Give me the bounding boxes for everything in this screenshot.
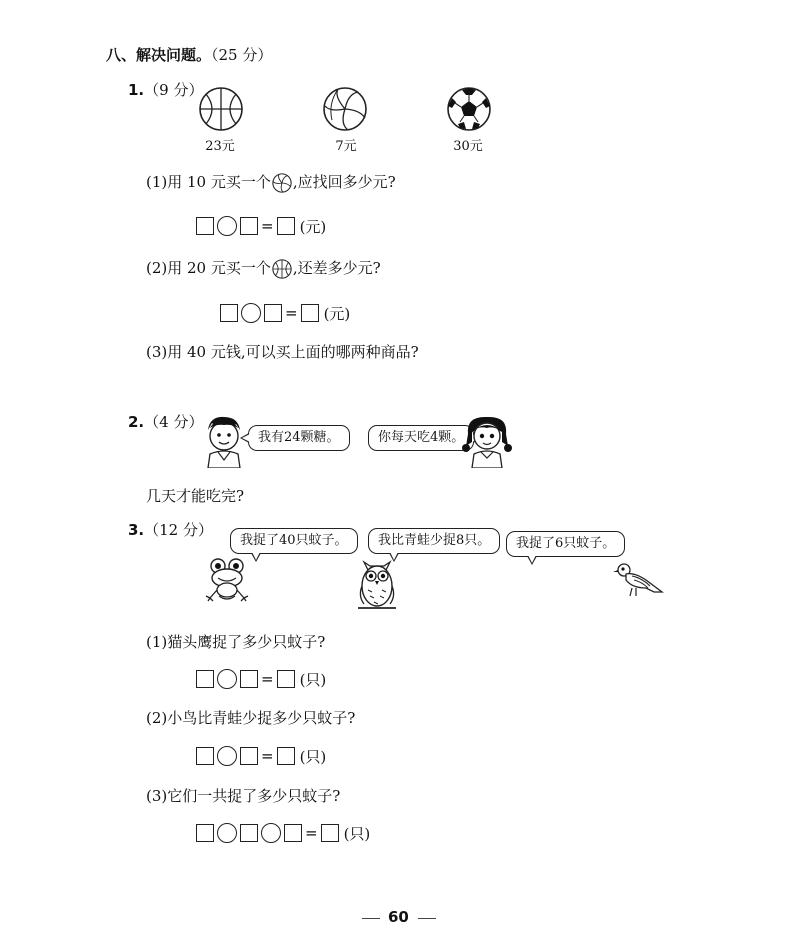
- q3-sub3-text: (3)它们一共捉了多少只蚊子?: [146, 787, 341, 805]
- page-number: 60: [388, 908, 409, 926]
- question-3-header: 3.（12 分）: [128, 521, 213, 539]
- answer-box[interactable]: [301, 304, 319, 322]
- operator-circle[interactable]: [217, 669, 237, 689]
- volleyball-icon: [272, 173, 292, 193]
- footer-dash-left: [362, 918, 380, 919]
- q1-sub3-text: (3)用 40 元钱,可以买上面的哪两种商品?: [146, 343, 419, 361]
- answer-box[interactable]: [277, 747, 295, 765]
- operator-circle[interactable]: [261, 823, 281, 843]
- answer-box[interactable]: [321, 824, 339, 842]
- unit-label: (元): [299, 217, 327, 236]
- answer-box[interactable]: [196, 670, 214, 688]
- girl-icon: [462, 414, 512, 468]
- bird-speech-bubble: 我捉了6只蚊子。: [506, 531, 625, 557]
- answer-box[interactable]: [240, 747, 258, 765]
- q1-sub2-text: (2)用 20 元买一个 ,还差多少元?: [146, 259, 381, 277]
- girl-speech-bubble: 你每天吃4颗。: [368, 425, 474, 451]
- footer-dash-right: [418, 918, 436, 919]
- volleyball-icon: [322, 86, 368, 132]
- operator-circle[interactable]: [241, 303, 261, 323]
- owl-icon: [354, 556, 400, 610]
- basketball-icon: [198, 86, 244, 132]
- q1-sub1-text: (1)用 10 元买一个 ,应找回多少元?: [146, 173, 396, 191]
- volleyball-price: 7元: [335, 139, 357, 154]
- equals-sign: =: [305, 824, 318, 842]
- soccer-ball-icon: [446, 86, 492, 132]
- q1-sub2-equation: [220, 302, 350, 324]
- answer-box[interactable]: [277, 217, 295, 235]
- q3-sub1-equation: [196, 668, 326, 690]
- answer-box[interactable]: [277, 670, 295, 688]
- q3-sub3-equation: [196, 822, 370, 844]
- operator-circle[interactable]: [217, 746, 237, 766]
- soccer-ball-price: 30元: [453, 139, 483, 154]
- boy-speech-bubble: 我有24颗糖。: [248, 425, 350, 451]
- section-title: 八、解决问题。（25 分）: [106, 46, 273, 64]
- answer-box[interactable]: [196, 747, 214, 765]
- question-2-header: 2.（4 分）: [128, 413, 204, 431]
- q3-sub1-text: (1)猫头鹰捉了多少只蚊子?: [146, 633, 326, 651]
- question-1-header: 1.（9 分）: [128, 81, 204, 99]
- answer-box[interactable]: [240, 824, 258, 842]
- equals-sign: =: [261, 217, 274, 235]
- q3-sub2-text: (2)小鸟比青蛙少捉多少只蚊子?: [146, 709, 356, 727]
- unit-label: (只): [299, 747, 327, 766]
- equals-sign: =: [261, 670, 274, 688]
- answer-box[interactable]: [240, 670, 258, 688]
- equals-sign: =: [261, 747, 274, 765]
- q2-question: 几天才能吃完?: [146, 487, 245, 505]
- answer-box[interactable]: [220, 304, 238, 322]
- unit-label: (只): [343, 824, 371, 843]
- q3-sub2-equation: [196, 745, 326, 767]
- answer-box[interactable]: [196, 824, 214, 842]
- q1-sub1-equation: [196, 215, 326, 237]
- frog-icon: [204, 556, 250, 602]
- frog-speech-bubble: 我捉了40只蚊子。: [230, 528, 358, 554]
- operator-circle[interactable]: [217, 216, 237, 236]
- owl-speech-bubble: 我比青蛙少捉8只。: [368, 528, 500, 554]
- answer-box[interactable]: [284, 824, 302, 842]
- basketball-price: 23元: [205, 139, 235, 154]
- answer-box[interactable]: [264, 304, 282, 322]
- unit-label: (元): [323, 304, 351, 323]
- equals-sign: =: [285, 304, 298, 322]
- unit-label: (只): [299, 670, 327, 689]
- basketball-icon: [272, 259, 292, 279]
- operator-circle[interactable]: [217, 823, 237, 843]
- answer-box[interactable]: [196, 217, 214, 235]
- answer-box[interactable]: [240, 217, 258, 235]
- bird-icon: [612, 560, 664, 600]
